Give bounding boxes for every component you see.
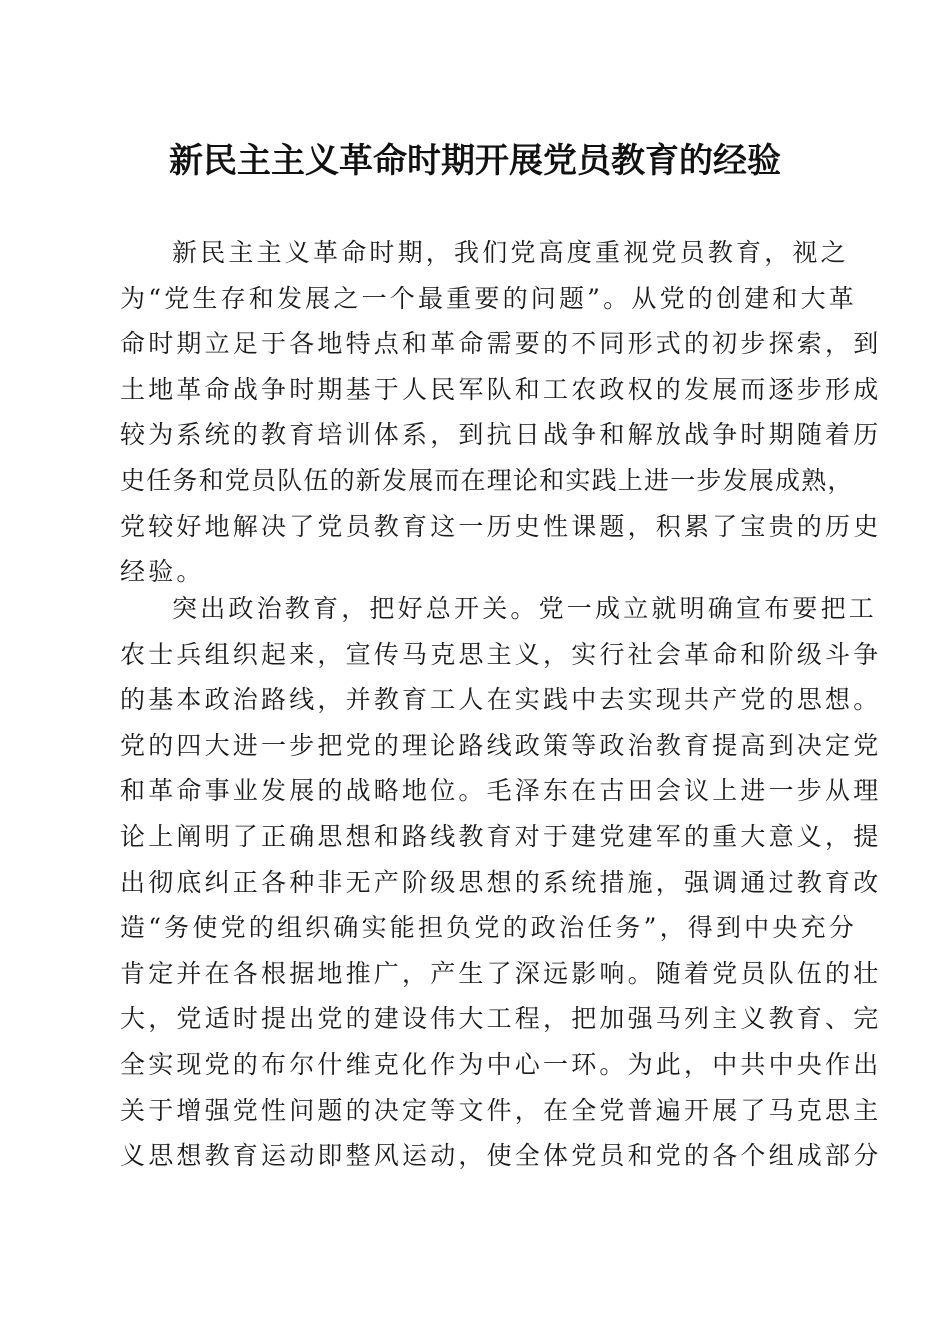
- paragraph-line: 造“务使党的组织确实能担负党的政治任务”，得到中央充分: [120, 913, 857, 943]
- paragraph-line: 论上阐明了正确思想和路线教育对于建党建军的重大意义，提: [120, 821, 882, 851]
- paragraph-line: 肯定并在各根据地推广，产生了深远影响。随着党员队伍的壮: [120, 958, 882, 988]
- paragraph-line: 为“党生存和发展之一个最重要的问题”。从党的创建和大革: [120, 283, 857, 313]
- paragraph-2: [120, 586, 882, 1179]
- document-title: 新民主主义革命时期开展党员教育的经验: [169, 141, 781, 181]
- paragraph-1: [120, 230, 882, 595]
- paragraph-line: 史任务和党员队伍的新发展而在理论和实践上进一步发展成熟，: [120, 465, 854, 495]
- paragraph-line: 出彻底纠正各种非无产阶级思想的系统措施，强调通过教育改: [120, 867, 882, 897]
- paragraph-line: 经验。: [120, 557, 205, 587]
- paragraph-line: 全实现党的布尔什维克化作为中心一环。为此，中共中央作出: [120, 1049, 882, 1079]
- paragraph-line: 大，党适时提出党的建设伟大工程，把加强马列主义教育、完: [120, 1004, 882, 1034]
- paragraph-line: 党较好地解决了党员教育这一历史性课题，积累了宝贵的历史: [120, 511, 882, 541]
- paragraph-line: 新民主主义革命时期，我们党高度重视党员教育，视之: [172, 238, 849, 267]
- paragraph-line: 较为系统的教育培训体系，到抗日战争和解放战争时期随着历: [120, 420, 882, 450]
- paragraph-line: 关于增强党性问题的决定等文件，在全党普遍开展了马克思主: [120, 1095, 882, 1125]
- paragraph-line: 和革命事业发展的战略地位。毛泽东在古田会议上进一步从理: [120, 776, 882, 806]
- paragraph-line: 义思想教育运动即整风运动，使全体党员和党的各个组成部分: [120, 1141, 882, 1171]
- paragraph-line: 党的四大进一步把党的理论路线政策等政治教育提高到决定党: [120, 730, 882, 760]
- paragraph-line: 的基本政治路线，并教育工人在实践中去实现共产党的思想。: [120, 685, 882, 715]
- paragraph-line: 农士兵组织起来，宣传马克思主义，实行社会革命和阶级斗争: [120, 639, 882, 669]
- paragraph-line: 突出政治教育，把好总开关。党一成立就明确宣布要把工: [172, 594, 878, 623]
- paragraph-line: 命时期立足于各地特点和革命需要的不同形式的初步探索，到: [120, 329, 882, 359]
- paragraph-line: 土地革命战争时期基于人民军队和工农政权的发展而逐步形成: [120, 374, 882, 404]
